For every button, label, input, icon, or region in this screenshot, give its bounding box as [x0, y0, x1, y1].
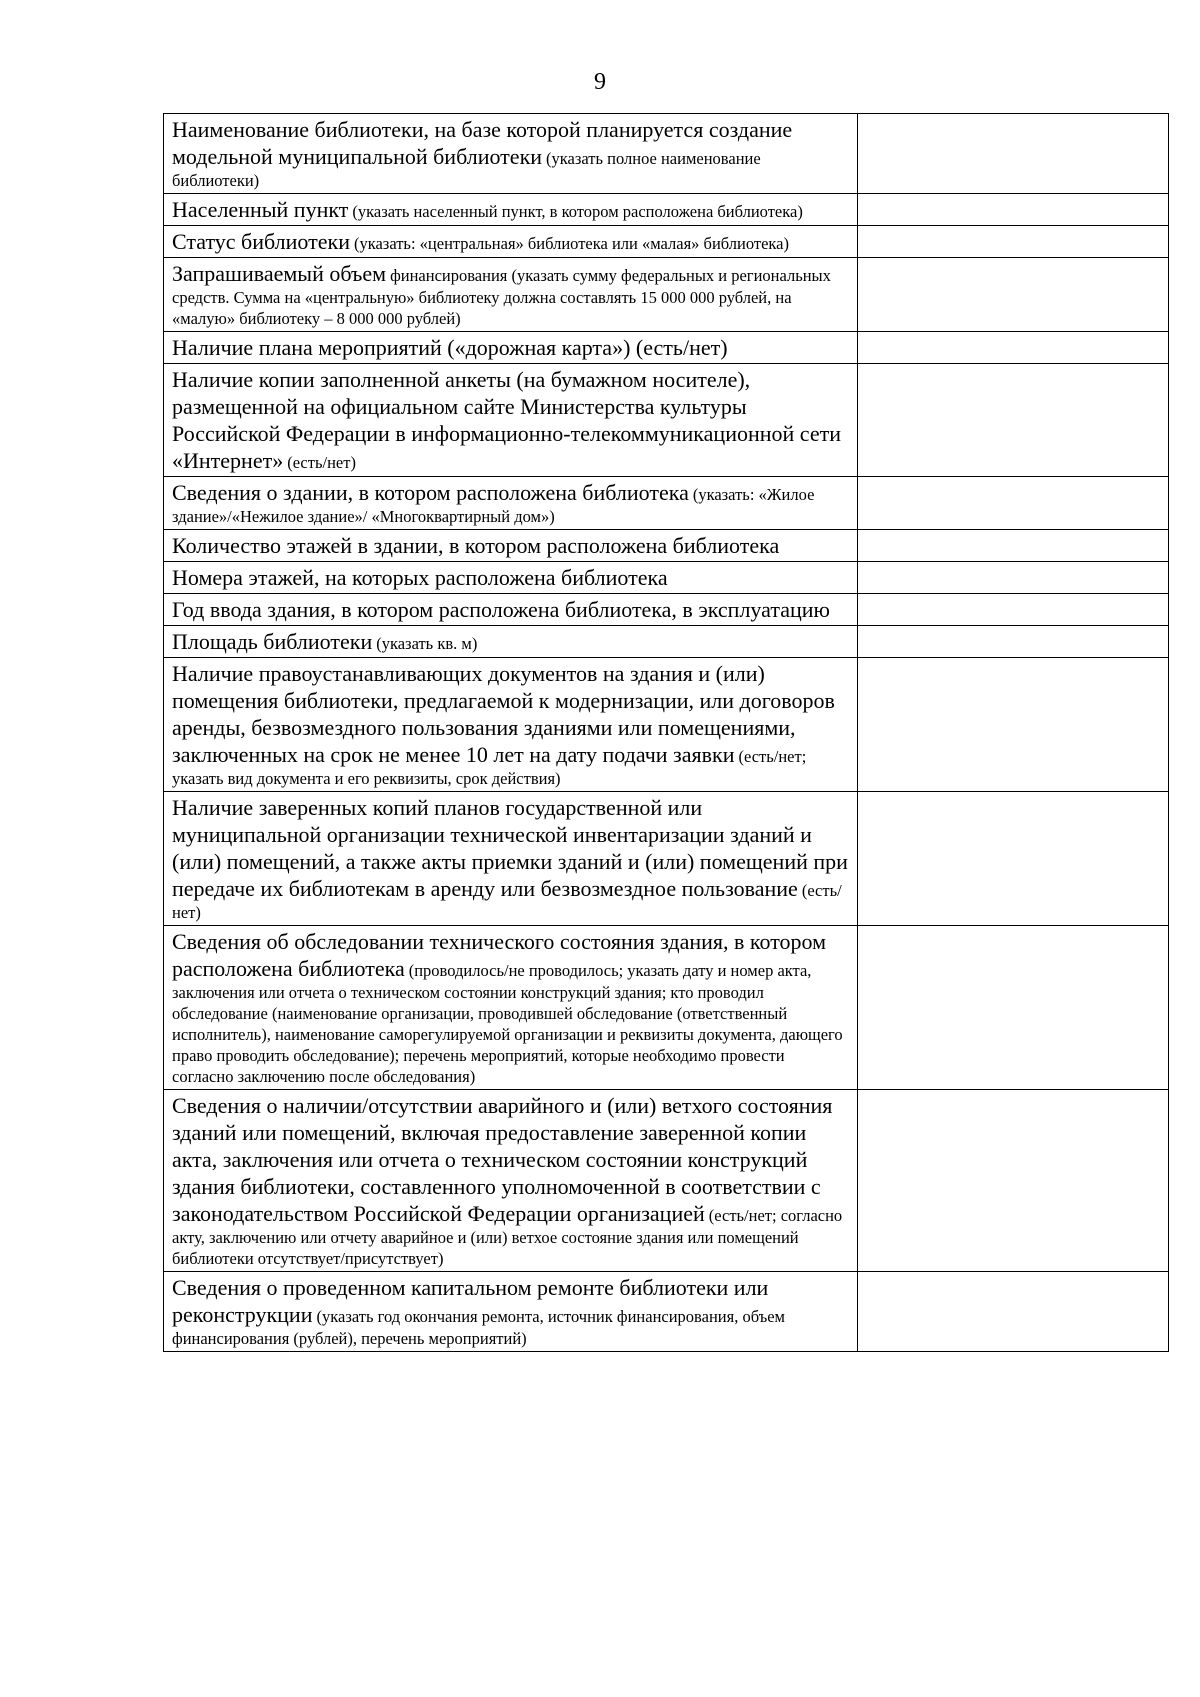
form-row-main-text: Сведения о наличии/отсутствии аварийного и (или) ветхого состояния зданий или помещений, включая предоставление заверенной копии акта, заключения или отчета о техническом состоянии конструкций здания библиотеки, составленного уполномоченной в соответствии с законодательством Российской Федерации организацией — [172, 1093, 833, 1226]
form-row-value-field[interactable] — [858, 1090, 1169, 1272]
form-row-main-text: Населенный пункт — [172, 197, 349, 222]
form-row-value-field[interactable] — [858, 477, 1169, 530]
form-row-value-field[interactable] — [858, 530, 1169, 562]
form-row-6 — [164, 364, 1169, 477]
form-row-note-text: (есть/нет) — [172, 881, 842, 922]
form-row-main-text: Наличие правоустанавливающих документов на здания и (или) помещения библиотеки, предлагаемой к модернизации, или договоров аренды, безвозмездного пользования зданиями или помещениями, заключенных на срок не менее 10 лет на дату подачи заявки — [172, 661, 835, 767]
form-row-note-text: финансирования (указать сумму федеральных и региональных средств. Сумма на «центральную» библиотеку должна составлять 15 000 000 рублей, на «малую» библиотеку – 8 000 000 рублей) — [172, 266, 831, 328]
form-row-value-field[interactable] — [858, 626, 1169, 658]
form-row-main-text: Наличие плана мероприятий («дорожная карта») (есть/нет) — [172, 335, 728, 360]
form-row-7 — [164, 477, 1169, 530]
form-row-main-text: Наименование библиотеки, на базе которой планируется создание модельной муниципальной библиотеки — [172, 117, 793, 169]
form-row-main-text: Наличие заверенных копий планов государственной или муниципальной организации технической инвентаризации зданий и (или) помещений, а также акты приемки зданий и (или) помещений при передаче их библиотекам в аренду или безвозмездное пользование — [172, 795, 848, 901]
form-row-1 — [164, 114, 1169, 194]
form-row-9 — [164, 562, 1169, 594]
form-row-note-text: (указать: «Жилое здание»/«Нежилое здание»/ «Многоквартирный дом») — [172, 485, 815, 526]
form-row-main-text: Сведения о проведенном капитальном ремонте библиотеки или реконструкции — [172, 1275, 769, 1327]
form-row-note-text: (указать населенный пункт, в котором расположена библиотека) — [352, 202, 803, 221]
form-row-main-text: Статус библиотеки — [172, 229, 350, 254]
form-row-main-text: Количество этажей в здании, в котором расположена библиотека — [172, 533, 780, 558]
form-row-value-field[interactable] — [858, 332, 1169, 364]
form-row-note-text: (указать год окончания ремонта, источник финансирования, объем финансирования (рублей), перечень мероприятий) — [172, 1307, 785, 1348]
form-row-label — [164, 626, 858, 658]
form-row-value-field[interactable] — [858, 792, 1169, 926]
form-row-13 — [164, 792, 1169, 926]
page-number: 9 — [594, 69, 606, 95]
form-row-label — [164, 926, 858, 1090]
form-row-label — [164, 1272, 858, 1352]
form-row-16 — [164, 1272, 1169, 1352]
form-row-8 — [164, 530, 1169, 562]
form-row-main-text: Наличие копии заполненной анкеты (на бумажном носителе), размещенной на официальном сайте Министерства культуры Российской Федерации в информационно-телекоммуникационной сети «Интернет» — [172, 367, 841, 473]
form-row-label — [164, 658, 858, 792]
form-row-label — [164, 364, 858, 477]
form-row-14 — [164, 926, 1169, 1090]
form-row-main-text: Площадь библиотеки — [172, 629, 373, 654]
form-row-label — [164, 562, 858, 594]
form-row-value-field[interactable] — [858, 1272, 1169, 1352]
form-row-value-field[interactable] — [858, 194, 1169, 226]
form-row-3 — [164, 226, 1169, 258]
form-row-main-text: Сведения об обследовании технического состояния здания, в котором расположена библиотека — [172, 929, 827, 981]
form-row-11 — [164, 626, 1169, 658]
form-row-value-field[interactable] — [858, 226, 1169, 258]
form-row-note-text: (проводилось/не проводилось; указать дату и номер акта, заключения или отчета о техническом состоянии конструкций здания; кто проводил обследование (наименование организации, проводившей обследование (ответственный исполнитель), наименование саморегулируемой организации и реквизиты документа, дающего право проводить обследование); перечень мероприятий, которые необходимо провести согласно заключению после обследования) — [172, 961, 843, 1086]
form-row-label — [164, 792, 858, 926]
form-row-15 — [164, 1090, 1169, 1272]
form-row-label — [164, 477, 858, 530]
form-row-label — [164, 332, 858, 364]
library-info-form-table — [163, 113, 1169, 1352]
form-row-2 — [164, 194, 1169, 226]
form-row-10 — [164, 594, 1169, 626]
form-row-label — [164, 258, 858, 332]
form-row-value-field[interactable] — [858, 258, 1169, 332]
form-row-value-field[interactable] — [858, 594, 1169, 626]
form-table-body — [164, 114, 1169, 1352]
form-row-value-field[interactable] — [858, 114, 1169, 194]
form-row-value-field[interactable] — [858, 658, 1169, 792]
form-row-main-text: Год ввода здания, в котором расположена библиотека, в эксплуатацию — [172, 597, 830, 622]
form-row-main-text: Сведения о здании, в котором расположена библиотека — [172, 480, 689, 505]
form-row-5 — [164, 332, 1169, 364]
form-row-label — [164, 530, 858, 562]
form-row-value-field[interactable] — [858, 926, 1169, 1090]
form-row-note-text: (есть/нет) — [287, 453, 356, 472]
form-row-value-field[interactable] — [858, 562, 1169, 594]
form-row-main-text: Номера этажей, на которых расположена библиотека — [172, 565, 668, 590]
form-row-label — [164, 594, 858, 626]
form-row-value-field[interactable] — [858, 364, 1169, 477]
form-row-note-text: (указать кв. м) — [376, 634, 478, 653]
form-row-label — [164, 226, 858, 258]
form-row-12 — [164, 658, 1169, 792]
form-row-note-text: (указать полное наименование библиотеки) — [172, 149, 761, 190]
form-row-4 — [164, 258, 1169, 332]
form-row-label — [164, 1090, 858, 1272]
form-row-main-text: Запрашиваемый объем — [172, 261, 387, 286]
form-row-note-text: (есть/нет; согласно акту, заключению или отчету аварийное и (или) ветхое состояние здания или помещений библиотеки отсутствует/присутствует) — [172, 1206, 843, 1268]
form-row-label — [164, 194, 858, 226]
form-row-note-text: (есть/нет; указать вид документа и его реквизиты, срок действия) — [172, 747, 807, 788]
form-row-note-text: (указать: «центральная» библиотека или «малая» библиотека) — [353, 234, 789, 253]
form-row-label — [164, 114, 858, 194]
